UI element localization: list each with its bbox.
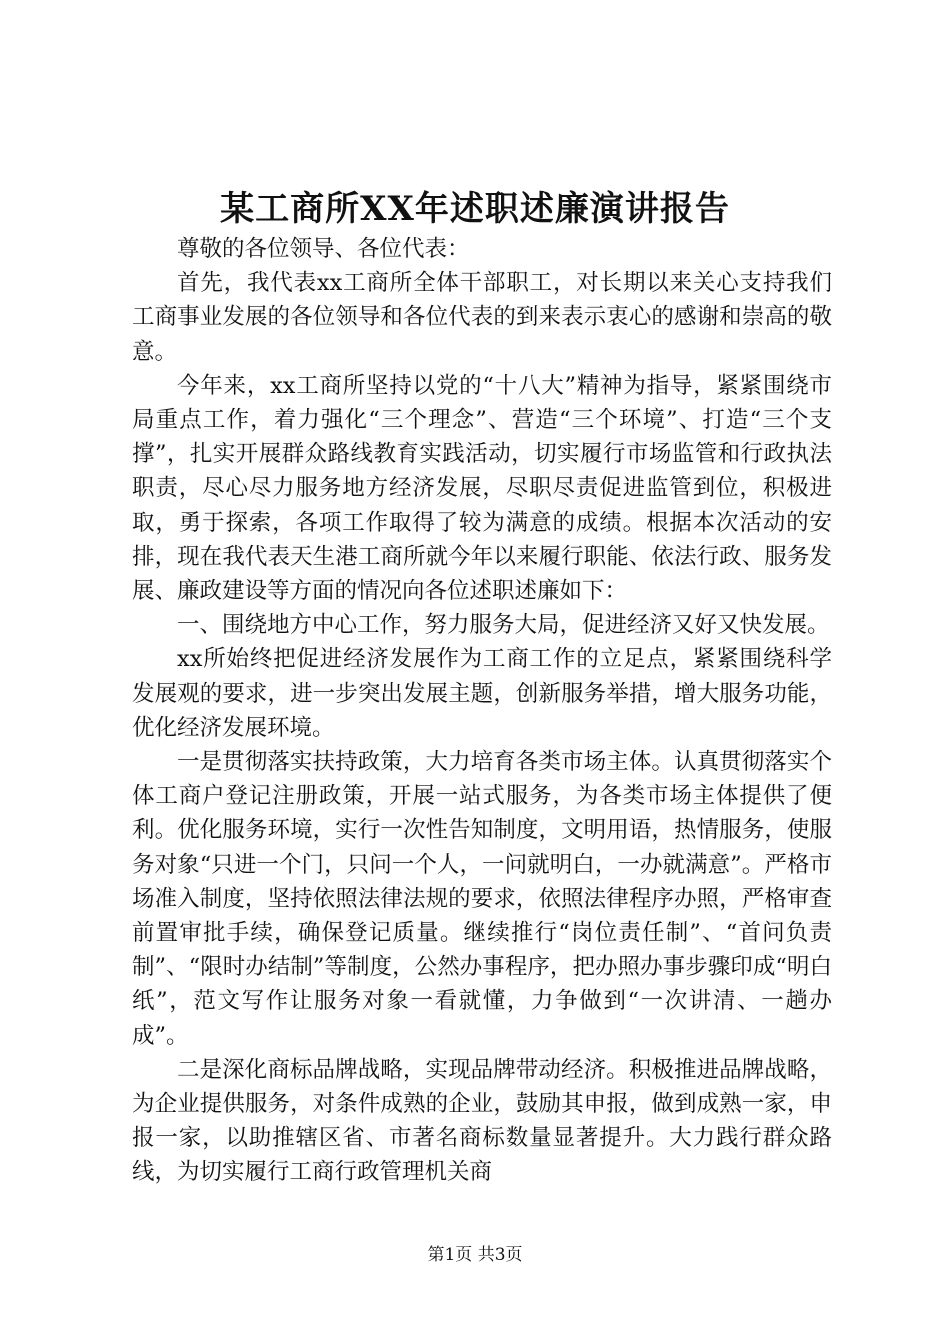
body-paragraph: 首先，我代表xx工商所全体干部职工，对长期以来关心支持我们工商事业发展的各位领导和各位代表的到来表示衷心的感谢和崇高的敬意。 — [132, 270, 832, 365]
body-paragraph: xx所始终把促进经济发展作为工商工作的立足点，紧紧围绕科学发展观的要求，进一步突出发展主题，创新服务举措，增大服务功能，优化经济发展环境。 — [132, 646, 832, 741]
page-footer: 第1页 共3页 — [427, 1245, 523, 1265]
body-paragraph: 二是深化商标品牌战略，实现品牌带动经济。积极推进品牌战略，为企业提供服务，对条件成熟的企业，鼓励其申报，做到成熟一家，申报一家，以助推辖区省、市著名商标数量显著提升。大力践行群众路线，为切实履行工商行政管理机关商 — [132, 1056, 832, 1186]
document-body — [132, 232, 832, 1190]
body-paragraph: 一是贯彻落实扶持政策，大力培育各类市场主体。认真贯彻落实个体工商户登记注册政策，开展一站式服务，为各类市场主体提供了便利。优化服务环境，实行一次性告知制度，文明用语，热情服务，使服务对象“只进一个门，只问一个人，一问就明白，一办就满意”。严格市场准入制度，坚持依照法律法规的要求，依照法律程序办照，严格审查前置审批手续，确保登记质量。继续推行“岗位责任制”、“首问负责制”、“限时办结制”等制度，公然办事程序，把办照办事步骤印成“明白纸”，范文写作让服务对象一看就懂，力争做到“一次讲清、一趟办成”。 — [132, 749, 832, 1049]
document-title: 某工商所XX年述职述廉演讲报告 — [220, 189, 730, 229]
body-paragraph: 今年来，xx工商所坚持以党的“十八大”精神为指导，紧紧围绕市局重点工作，着力强化“三个理念”、营造“三个环境”、打造“三个支撑”，扎实开展群众路线教育实践活动，切实履行市场监管和行政执法职责，尽心尽力服务地方经济发展，尽职尽责促进监管到位，积极进取，勇于探索，各项工作取得了较为满意的成绩。根据本次活动的安排，现在我代表天生港工商所就今年以来履行职能、依法行政、服务发展、廉政建设等方面的情况向各位述职述廉如下： — [132, 372, 832, 605]
salutation-paragraph: 尊敬的各位领导、各位代表： — [177, 236, 470, 262]
section-heading: 一、围绕地方中心工作，努力服务大局，促进经济又好又快发展。 — [177, 612, 830, 639]
